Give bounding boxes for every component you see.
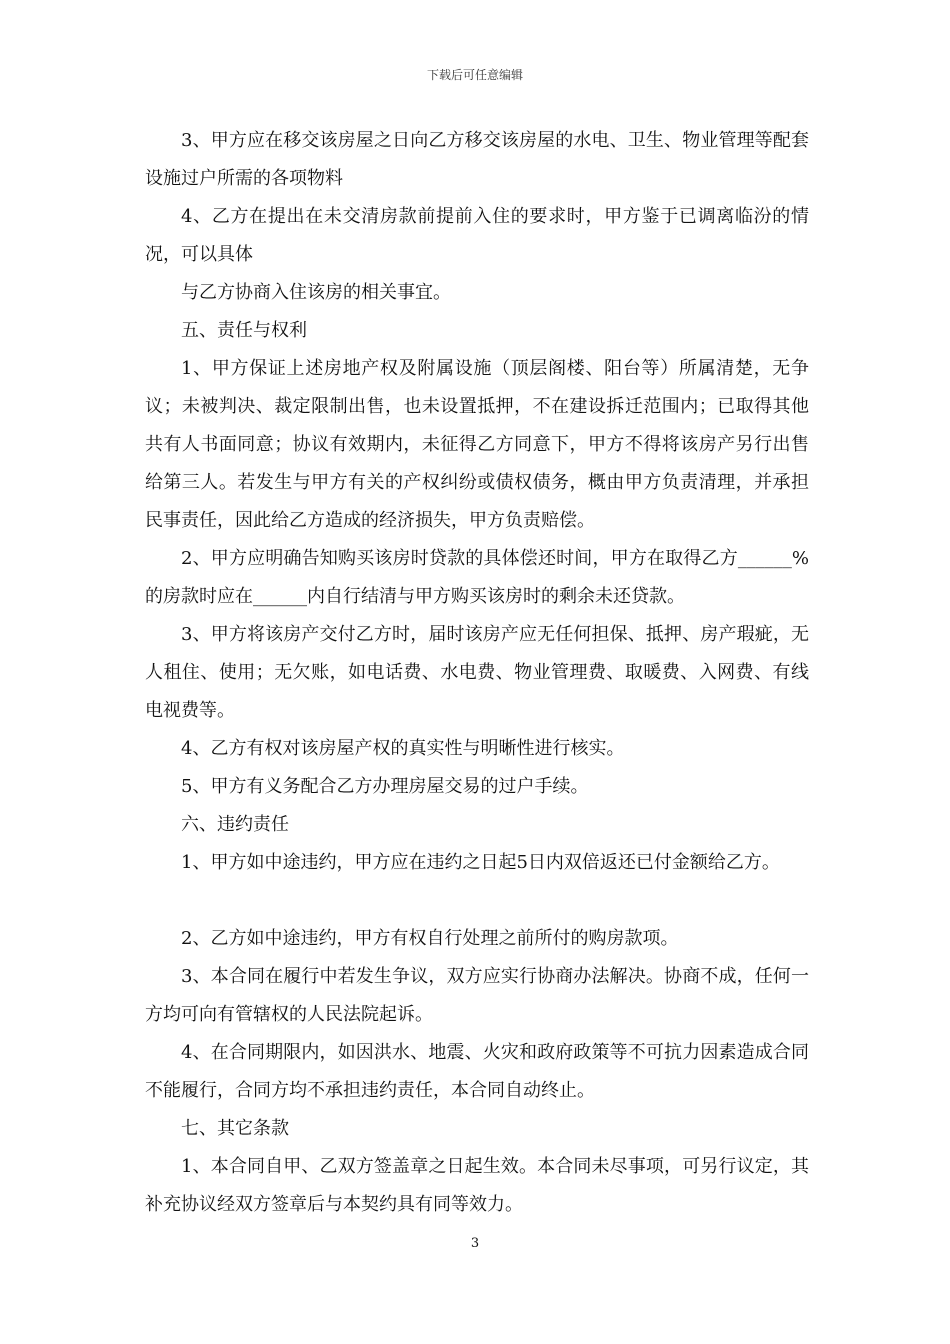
clause-paragraph: 3、甲方应在移交该房屋之日向乙方移交该房屋的水电、卫生、物业管理等配套设施过户所需的各项物料 [145,130,809,189]
clause-paragraph: 2、甲方应明确告知购买该房时贷款的具体偿还时间，甲方在取得乙方______%的房款时应在______内自行结清与甲方购买该房时的剩余未还贷款。 [145,548,809,607]
section-heading: 五、责任与权利 [181,320,307,341]
clause-paragraph: 1、甲方保证上述房地产权及附属设施（顶层阁楼、阳台等）所属清楚，无争议；未被判决、裁定限制出售，也未设置抵押，不在建设拆迁范围内；已取得其他共有人书面同意；协议有效期内，未征得乙方同意下，甲方不得将该房产另行出售给第三人。若发生与甲方有关的产权纠纷或债权债务，概由甲方负责清理，并承担民事责任，因此给乙方造成的经济损失，甲方负责赔偿。 [145,358,809,531]
clause-paragraph: 1、本合同自甲、乙双方签盖章之日起生效。本合同未尽事项，可另行议定，其补充协议经双方签章后与本契约具有同等效力。 [145,1156,809,1215]
clause-paragraph: 3、甲方将该房产交付乙方时，届时该房产应无任何担保、抵押、房产瑕疵，无人租住、使用；无欠账，如电话费、水电费、物业管理费、取暖费、入网费、有线电视费等。 [145,624,809,721]
clause-paragraph: 4、在合同期限内，如因洪水、地震、火灾和政府政策等不可抗力因素造成合同不能履行，合同方均不承担违约责任，本合同自动终止。 [145,1042,809,1101]
clause-paragraph: 4、乙方在提出在未交清房款前提前入住的要求时，甲方鉴于已调离临汾的情况，可以具体 [145,206,809,265]
clause-paragraph: 5、甲方有义务配合乙方办理房屋交易的过户手续。 [181,776,589,797]
clause-paragraph: 2、乙方如中途违约，甲方有权自行处理之前所付的购房款项。 [181,928,679,949]
document-body [145,122,809,1224]
clause-paragraph: 与乙方协商入住该房的相关事宜。 [181,282,451,303]
blank-line [145,882,809,920]
page-header: 下载后可任意编辑 [426,68,523,82]
clause-paragraph: 1、甲方如中途违约，甲方应在违约之日起5日内双倍返还已付金额给乙方。 [181,852,780,873]
clause-paragraph: 4、乙方有权对该房屋产权的真实性与明晰性进行核实。 [181,738,625,759]
page-number: 3 [470,1236,480,1251]
section-heading: 六、违约责任 [181,814,289,835]
clause-paragraph: 3、本合同在履行中若发生争议，双方应实行协商办法解决。协商不成，任何一方均可向有管辖权的人民法院起诉。 [145,966,809,1025]
section-heading: 七、其它条款 [181,1118,289,1139]
